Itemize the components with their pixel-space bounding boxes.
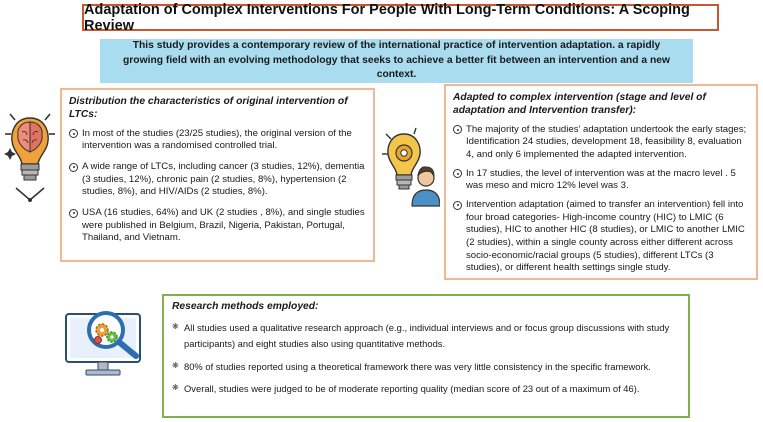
title-box xyxy=(82,1,719,34)
asterisk-bullet-icon: ❋ xyxy=(172,360,179,370)
characteristics-list xyxy=(69,128,366,245)
circle-bullet-icon xyxy=(453,169,462,178)
asterisk-bullet-icon: ❋ xyxy=(172,383,179,393)
list-item: The majority of the studies' adaptation undertook the early stages; Identification 24 studies, development 18, feasibility 8, evaluation 4, and only 6 implemented the adapted intervention. xyxy=(453,124,749,162)
intro-box xyxy=(100,39,693,83)
adaptation-heading: Adapted to complex intervention (stage and level of adaptation and Intervention transfer): xyxy=(453,92,706,116)
list-item: A wide range of LTCs, including cancer (3 studies, 12%), dementia (3 studies, 12%), chronic pain (2 studies, 8%), hypertension (2 studies, 8%), and HIV/AIDs (2 studies, 8%). xyxy=(69,161,366,199)
asterisk-bullet-icon: ❋ xyxy=(172,322,179,331)
list-item: In 17 studies, the level of intervention was at the macro level . 5 was meso and micro 12% level was 3. xyxy=(453,168,749,193)
research-methods-panel xyxy=(162,294,690,418)
intro-text: This study provides a contemporary review of the international practice of intervention adaptation. a rapidly growing field with an evolving methodology that seeks to achieve a better fit between an intervention and a new context. xyxy=(123,39,670,81)
idea-person-icon xyxy=(380,120,440,220)
research-magnifier-icon xyxy=(58,300,154,380)
adaptation-list xyxy=(453,124,749,275)
circle-bullet-icon xyxy=(69,129,78,138)
circle-bullet-icon xyxy=(69,163,78,172)
list-item: ❋ 80% of studies reported using a theoretical framework there was very little consistency in the specific framework. xyxy=(172,360,651,372)
circle-bullet-icon xyxy=(453,125,462,134)
list-item: ❋ Overall, studies were judged to be of moderate reporting quality (median score of 23 out of a maximum of 46). xyxy=(172,383,640,395)
circle-bullet-icon xyxy=(69,209,78,218)
list-item: ❋ All studies used a qualitative research approach (e.g., individual interviews and or focus group discussions with study participants) and eight studies also using quantitative methods. xyxy=(172,322,670,350)
list-item: In most of the studies (23/25 studies), the original version of the intervention was a randomised controlled trial. xyxy=(69,128,366,153)
brain-lightbulb-icon xyxy=(2,104,58,204)
research-methods-heading: Research methods employed: xyxy=(172,301,319,312)
list-item: Intervention adaptation (aimed to transfer an intervention) fell into four broad categories- High-income country (HIC) to LMIC (6 studies), HIC to another HIC (8 studies), or LMIC to another LMIC (2 studies), within a single county across either different across socio-economic/racial groups (5 studies), different LTCs (3 studies), or different health settings single study. xyxy=(453,199,749,275)
adaptation-panel xyxy=(444,84,758,280)
characteristics-heading: Distribution the characteristics of original intervention of LTCs: xyxy=(69,96,348,120)
page-title: Adaptation of Complex Interventions For People With Long-Term Conditions: A Scoping Review xyxy=(84,1,690,34)
research-methods-list xyxy=(172,320,680,398)
characteristics-panel xyxy=(60,88,375,262)
list-item: USA (16 studies, 64%) and UK (2 studies , 8%), and single studies were published in Belgium, Brazil, Nigeria, Pakistan, Portugal, Thailand, and Vietnam. xyxy=(69,207,366,245)
circle-bullet-icon xyxy=(453,201,462,210)
